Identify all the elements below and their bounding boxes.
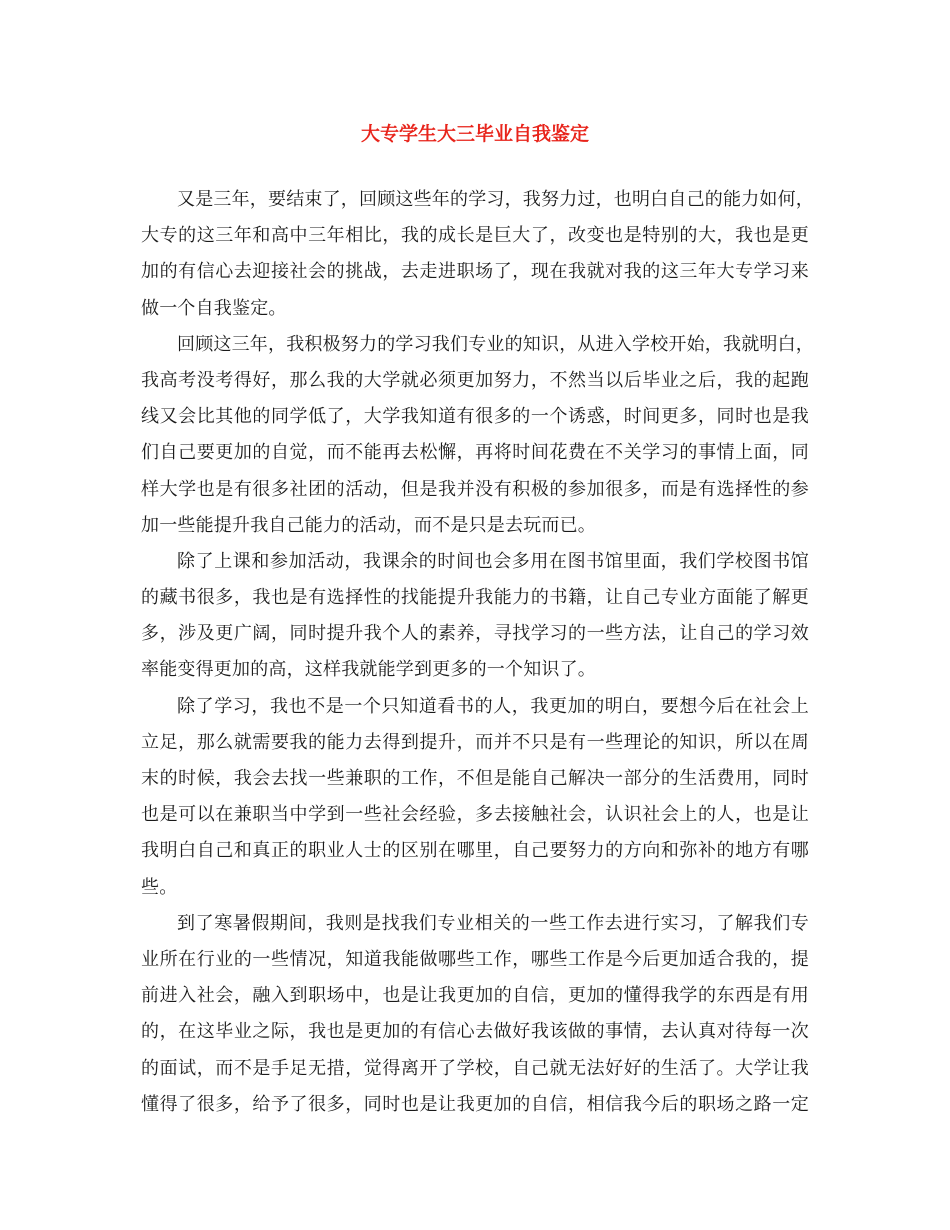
paragraph-line: 加的有信心去迎接社会的挑战，去走进职场了，现在我就对我的这三年大专学习来	[141, 261, 809, 283]
paragraph-line: 前进入社会，融入到职场中，也是让我更加的自信，更加的懂得我学的东西是有用	[141, 985, 809, 1007]
paragraph-line: 些。	[141, 876, 178, 898]
paragraph-line: 末的时候，我会去找一些兼职的工作，不但是能自己解决一部分的生活费用，同时	[141, 768, 809, 789]
paragraph-line: 除了学习，我也不是一个只知道看书的人，我更加的明白，要想今后在社会上	[177, 695, 809, 717]
paragraph-line: 又是三年，要结束了，回顾这些年的学习，我努力过，也明白自己的能力如何，	[177, 189, 814, 210]
paragraph	[141, 182, 814, 327]
paragraph-line: 业所在行业的一些情况，知道我能做哪些工作，哪些工作是今后更加适合我的，提	[141, 948, 809, 970]
paragraph-line: 们自己要更加的自觉，而不能再去松懈，再将时间花费在不关学习的事情上面，同	[141, 442, 809, 464]
paragraph	[141, 906, 809, 1123]
paragraph-line: 做一个自我鉴定。	[141, 297, 287, 319]
paragraph-line: 大专的这三年和高中三年相比，我的成长是巨大了，改变也是特别的大，我也是更	[141, 225, 809, 247]
paragraph-line: 我明白自己和真正的职业人士的区别在哪里，自己要努力的方向和弥补的地方有哪	[141, 840, 809, 862]
paragraph-line: 懂得了很多，给予了很多，同时也是让我更加的自信，相信我今后的职场之路一定	[141, 1093, 809, 1115]
paragraph-line: 样大学也是有很多社团的活动，但是我并没有积极的参加很多，而是有选择性的参	[141, 478, 809, 500]
paragraph-line: 的藏书很多，我也是有选择性的找能提升我能力的书籍，让自己专业方面能了解更	[141, 587, 809, 609]
paragraph-line: 率能变得更加的高，这样我就能学到更多的一个知识了。	[141, 659, 596, 681]
paragraph-line: 也是可以在兼职当中学到一些社会经验，多去接触社会，认识社会上的人，也是让	[141, 804, 809, 826]
paragraph-line: 回顾这三年，我积极努力的学习我们专业的知识，从进入学校开始，我就明白，	[177, 333, 814, 355]
paragraph	[141, 327, 814, 544]
paragraph-line: 除了上课和参加活动，我课余的时间也会多用在图书馆里面，我们学校图书馆	[177, 550, 809, 572]
paragraph-line: 线又会比其他的同学低了，大学我知道有很多的一个诱惑，时间更多，同时也是我	[141, 406, 809, 428]
paragraph	[141, 544, 809, 689]
paragraph	[141, 689, 809, 906]
paragraph-line: 的面试，而不是手足无措，觉得离开了学校，自己就无法好好的生活了。大学让我	[141, 1057, 809, 1079]
paragraph-line: 多，涉及更广阔，同时提升我个人的素养，寻找学习的一些方法，让自己的学习效	[141, 623, 809, 645]
paragraph-line: 到了寒暑假期间，我则是找我们专业相关的一些工作去进行实习，了解我们专	[177, 912, 809, 934]
paragraph-line: 立足，那么就需要我的能力去得到提升，而并不只是有一些理论的知识，所以在周	[141, 731, 809, 753]
document-title: 大专学生大三毕业自我鉴定	[360, 123, 589, 145]
document-body	[141, 182, 814, 1123]
paragraph-line: 我高考没考得好，那么我的大学就必须更加努力，不然当以后毕业之后，我的起跑	[141, 369, 809, 391]
paragraph-line: 加一些能提升我自己能力的活动，而不是只是去玩而已。	[141, 514, 596, 536]
paragraph-line: 的，在这毕业之际，我也是更加的有信心去做好我该做的事情，去认真对待每一次	[141, 1021, 809, 1043]
